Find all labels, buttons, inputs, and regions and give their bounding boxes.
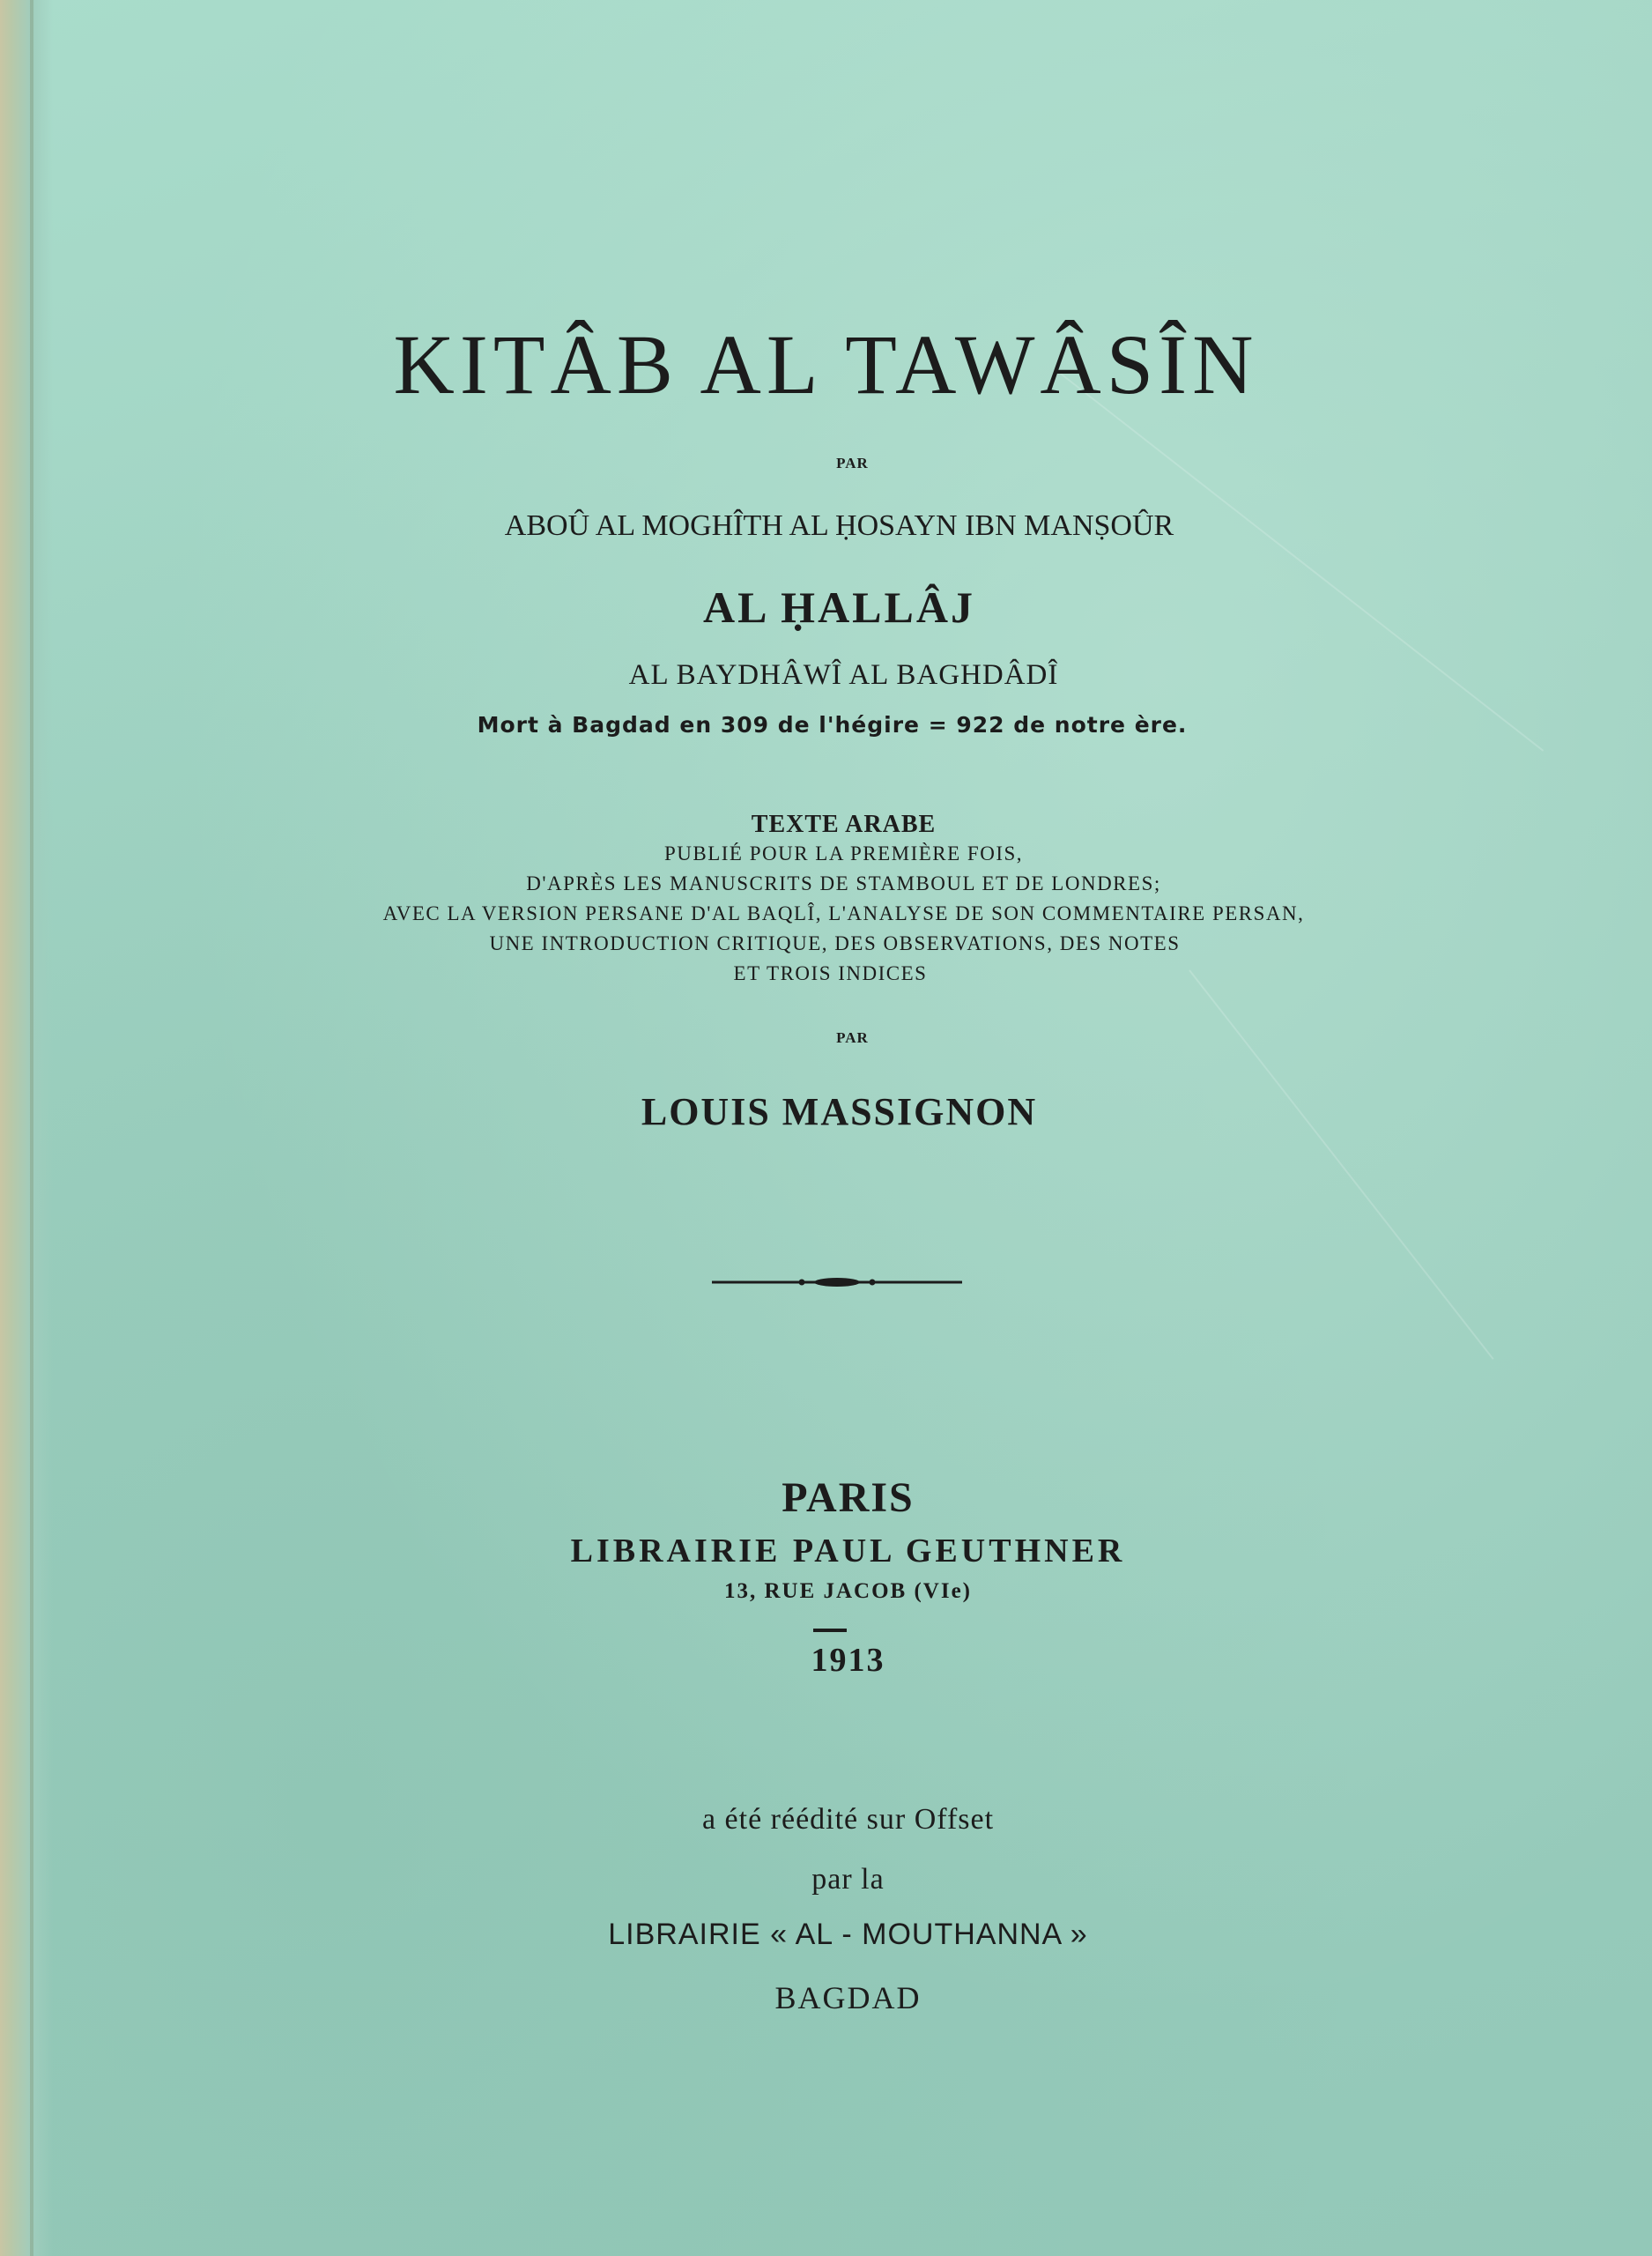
description-line: AVEC LA VERSION PERSANE D'AL BAQLÎ, L'ANALYSE DE SON COMMENTAIRE PERSAN, [382,902,1305,924]
imprint-year: 1913 [811,1642,885,1679]
year-rule [813,1629,847,1632]
imprint-city: PARIS [782,1474,915,1521]
description-line: UNE INTRODUCTION CRITIQUE, DES OBSERVATIONS, DES NOTES [489,932,1181,954]
imprint-address: 13, RUE JACOB (VIe) [723,1579,973,1603]
editor-name: LOUIS MASSIGNON [641,1090,1038,1133]
description-line: PUBLIÉ POUR LA PREMIÈRE FOIS, [663,842,1024,865]
description-line: ET TROIS INDICES [733,962,928,984]
author-name: AL ḤALLÂJ [702,583,975,632]
par-label: PAR [836,455,869,471]
author-nisba: AL BAYDHÂWÎ AL BAGHDÂDÎ [628,659,1059,691]
reprint-city: BAGDAD [774,1980,922,2015]
reprint-publisher: LIBRAIRIE « AL - MOUTHANNA » [608,1918,1088,1951]
author-full-name: ABOÛ AL MOGHÎTH AL ḤOSAYN IBN MANṢOÛR [504,509,1174,542]
book-title: KITÂB AL TAWÂSÎN [393,317,1259,412]
reprint-line: par la [811,1863,885,1896]
death-note: Mort à Bagdad en 309 de l'hégire = 922 de notre ère. [477,712,1188,738]
imprint-publisher: LIBRAIRIE PAUL GEUTHNER [570,1532,1126,1570]
paper-crease [1189,969,1493,1360]
ornament-divider [705,1269,969,1295]
description-line: D'APRÈS LES MANUSCRITS DE STAMBOUL ET DE LONDRES; [526,872,1161,894]
par-label: PAR [836,1029,869,1046]
texte-heading: TEXTE ARABE [751,811,937,838]
reprint-line: a été réédité sur Offset [701,1803,995,1836]
paper-crease [1056,370,1544,752]
